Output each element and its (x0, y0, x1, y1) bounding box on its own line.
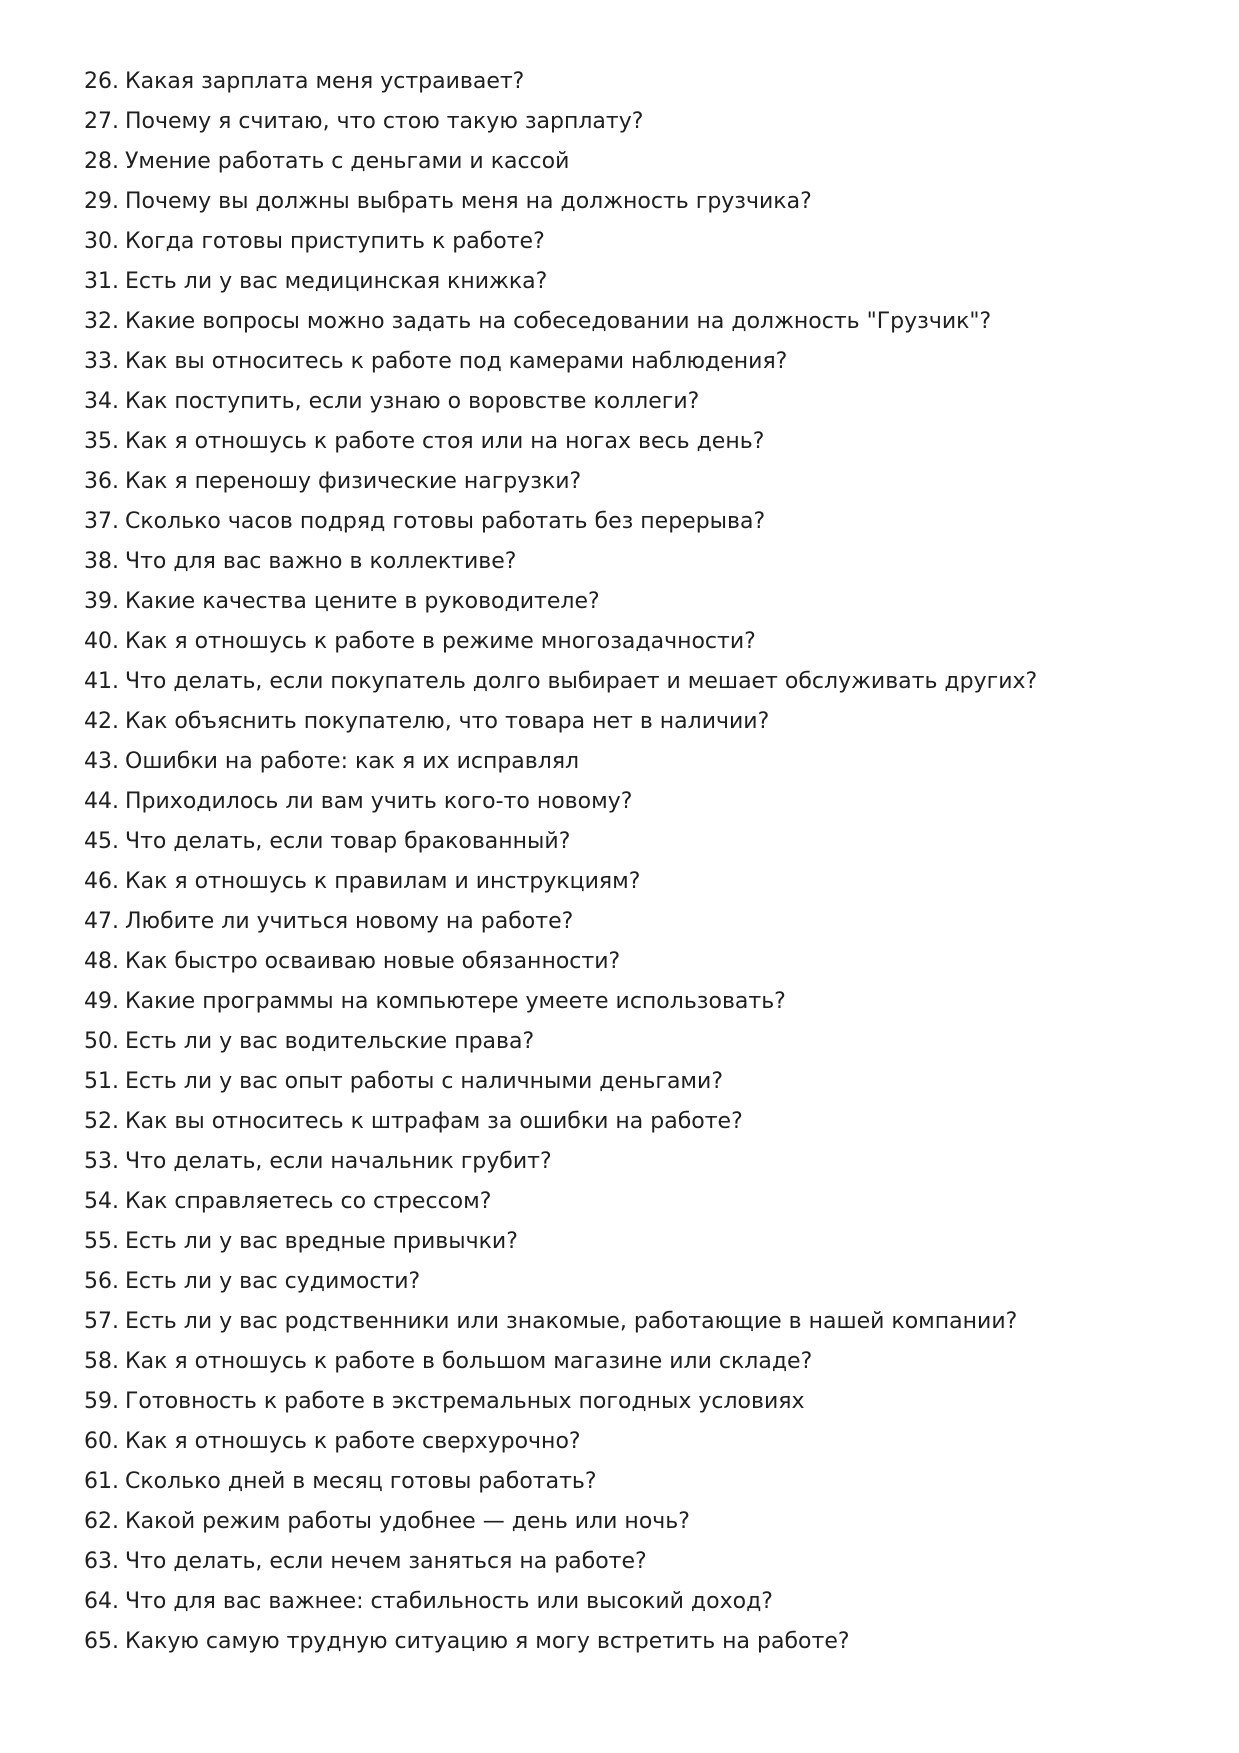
question-number: 63. (84, 1549, 119, 1574)
list-item (84, 222, 1184, 262)
question-number: 52. (84, 1109, 119, 1134)
list-item (84, 1462, 1184, 1502)
question-text: Что делать, если нечем заняться на работе? (125, 1549, 647, 1574)
question-text: Как поступить, если узнаю о воровстве коллеги? (125, 389, 700, 414)
question-number: 47. (84, 909, 119, 934)
question-text: Что для вас важно в коллективе? (125, 549, 517, 574)
list-item (84, 1382, 1184, 1422)
question-number: 28. (84, 149, 119, 174)
question-text: Как вы относитесь к штрафам за ошибки на работе? (125, 1109, 743, 1134)
list-item (84, 462, 1184, 502)
question-number: 57. (84, 1309, 119, 1334)
list-item (84, 1262, 1184, 1302)
list-item (84, 1182, 1184, 1222)
question-text: Как я отношусь к работе в большом магазине или складе? (125, 1349, 813, 1374)
question-text: Какая зарплата меня устраивает? (125, 69, 525, 94)
list-item (84, 382, 1184, 422)
question-text: Когда готовы приступить к работе? (125, 229, 545, 254)
list-item (84, 62, 1184, 102)
question-number: 26. (84, 69, 119, 94)
list-item (84, 982, 1184, 1022)
question-number: 32. (84, 309, 119, 334)
list-item (84, 1022, 1184, 1062)
question-number: 33. (84, 349, 119, 374)
question-number: 65. (84, 1629, 119, 1654)
list-item (84, 502, 1184, 542)
list-item (84, 782, 1184, 822)
list-item (84, 182, 1184, 222)
list-item (84, 1542, 1184, 1582)
list-item (84, 542, 1184, 582)
question-text: Сколько дней в месяц готовы работать? (125, 1469, 597, 1494)
list-item (84, 742, 1184, 782)
question-number: 64. (84, 1589, 119, 1614)
question-text: Что делать, если товар бракованный? (125, 829, 571, 854)
question-text: Как я отношусь к работе в режиме многозадачности? (125, 629, 756, 654)
question-text: Есть ли у вас опыт работы с наличными деньгами? (125, 1069, 724, 1094)
question-text: Приходилось ли вам учить кого-то новому? (125, 789, 633, 814)
list-item (84, 342, 1184, 382)
question-text: Есть ли у вас водительские права? (125, 1029, 535, 1054)
question-text: Что делать, если покупатель долго выбирает и мешает обслуживать других? (125, 669, 1038, 694)
question-number: 39. (84, 589, 119, 614)
question-text: Есть ли у вас медицинская книжка? (125, 269, 548, 294)
question-number: 50. (84, 1029, 119, 1054)
question-number: 34. (84, 389, 119, 414)
list-item (84, 1102, 1184, 1142)
list-item (84, 302, 1184, 342)
question-number: 48. (84, 949, 119, 974)
question-number: 27. (84, 109, 119, 134)
question-number: 44. (84, 789, 119, 814)
list-item (84, 1422, 1184, 1462)
question-text: Как справляетесь со стрессом? (125, 1189, 492, 1214)
question-text: Как вы относитесь к работе под камерами наблюдения? (125, 349, 788, 374)
list-item (84, 582, 1184, 622)
question-number: 62. (84, 1509, 119, 1534)
list-item (84, 142, 1184, 182)
question-text: Какие вопросы можно задать на собеседовании на должность "Грузчик"? (125, 309, 992, 334)
question-text: Что делать, если начальник грубит? (125, 1149, 552, 1174)
question-number: 38. (84, 549, 119, 574)
question-number: 55. (84, 1229, 119, 1254)
question-number: 49. (84, 989, 119, 1014)
list-item (84, 1622, 1184, 1662)
question-number: 61. (84, 1469, 119, 1494)
list-item (84, 622, 1184, 662)
question-text: Как я отношусь к работе стоя или на ногах весь день? (125, 429, 765, 454)
question-text: Как я переношу физические нагрузки? (125, 469, 582, 494)
question-text: Почему я считаю, что стою такую зарплату? (125, 109, 644, 134)
list-item (84, 1302, 1184, 1342)
question-number: 43. (84, 749, 119, 774)
list-item (84, 942, 1184, 982)
list-item (84, 902, 1184, 942)
question-text: Какие программы на компьютере умеете использовать? (125, 989, 786, 1014)
question-number: 54. (84, 1189, 119, 1214)
question-number: 29. (84, 189, 119, 214)
list-item (84, 102, 1184, 142)
question-list (84, 62, 1184, 1662)
question-number: 51. (84, 1069, 119, 1094)
question-text: Как объяснить покупателю, что товара нет в наличии? (125, 709, 770, 734)
question-text: Любите ли учиться новому на работе? (125, 909, 574, 934)
question-text: Почему вы должны выбрать меня на должность грузчика? (125, 189, 812, 214)
question-text: Есть ли у вас судимости? (125, 1269, 421, 1294)
question-number: 46. (84, 869, 119, 894)
question-number: 42. (84, 709, 119, 734)
list-item (84, 1222, 1184, 1262)
question-text: Что для вас важнее: стабильность или высокий доход? (125, 1589, 773, 1614)
question-number: 40. (84, 629, 119, 654)
question-number: 35. (84, 429, 119, 454)
question-number: 53. (84, 1149, 119, 1174)
question-number: 36. (84, 469, 119, 494)
question-number: 45. (84, 829, 119, 854)
list-item (84, 1062, 1184, 1102)
question-text: Умение работать с деньгами и кассой (125, 149, 570, 174)
list-item (84, 1502, 1184, 1542)
list-item (84, 662, 1184, 702)
list-item (84, 1342, 1184, 1382)
question-text: Как я отношусь к правилам и инструкциям? (125, 869, 641, 894)
question-number: 41. (84, 669, 119, 694)
list-item (84, 702, 1184, 742)
list-item (84, 1582, 1184, 1622)
list-item (84, 422, 1184, 462)
question-text: Какие качества цените в руководителе? (125, 589, 600, 614)
question-text: Есть ли у вас вредные привычки? (125, 1229, 518, 1254)
list-item (84, 1142, 1184, 1182)
question-text: Сколько часов подряд готовы работать без перерыва? (125, 509, 766, 534)
question-text: Как быстро осваиваю новые обязанности? (125, 949, 621, 974)
list-item (84, 862, 1184, 902)
question-number: 30. (84, 229, 119, 254)
question-number: 31. (84, 269, 119, 294)
question-number: 56. (84, 1269, 119, 1294)
question-text: Готовность к работе в экстремальных погодных условиях (125, 1389, 805, 1414)
question-text: Как я отношусь к работе сверхурочно? (125, 1429, 581, 1454)
list-item (84, 822, 1184, 862)
question-number: 59. (84, 1389, 119, 1414)
question-text: Есть ли у вас родственники или знакомые, работающие в нашей компании? (125, 1309, 1018, 1334)
question-text: Какой режим работы удобнее — день или ночь? (125, 1509, 690, 1534)
list-item (84, 262, 1184, 302)
question-number: 58. (84, 1349, 119, 1374)
question-text: Какую самую трудную ситуацию я могу встретить на работе? (125, 1629, 850, 1654)
question-number: 60. (84, 1429, 119, 1454)
question-number: 37. (84, 509, 119, 534)
question-text: Ошибки на работе: как я их исправлял (125, 749, 580, 774)
